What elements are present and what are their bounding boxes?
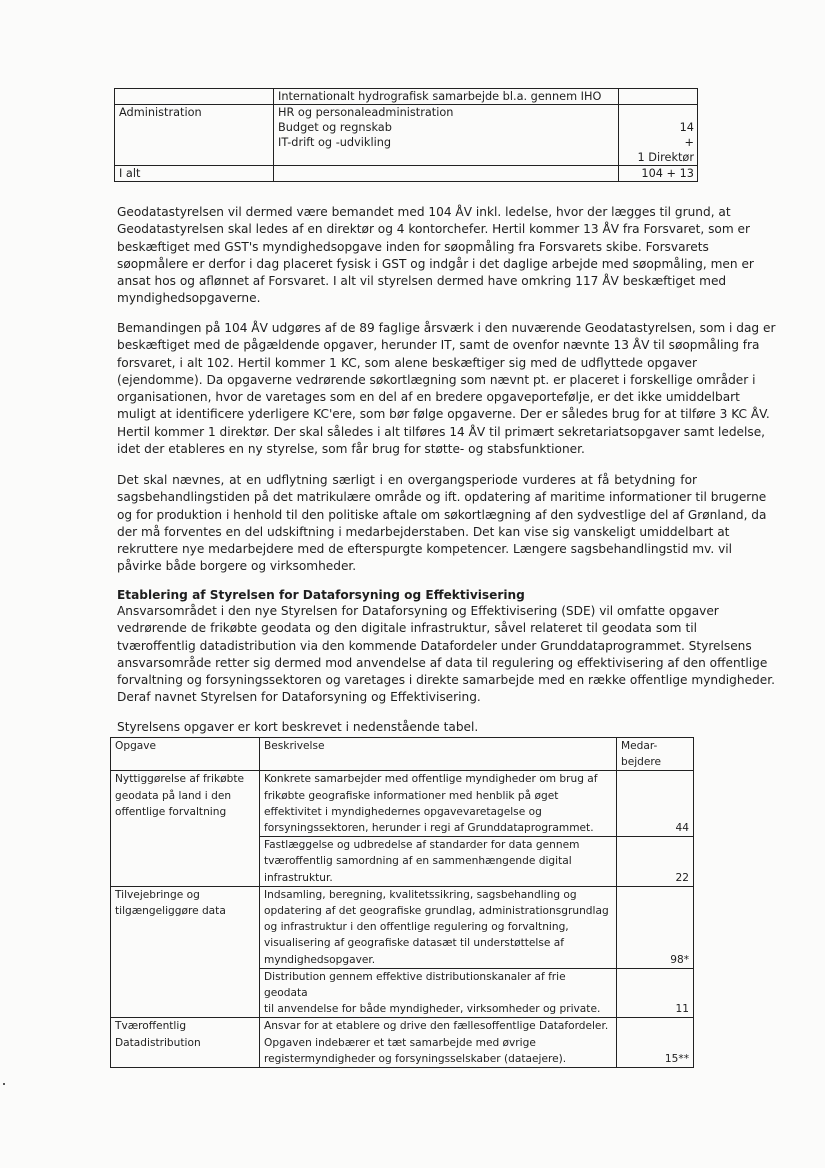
cell-line: Indsamling, beregning, kvalitetssikring, sagsbehandling og [264,888,577,901]
table-cell: 104 + 13 [619,166,698,182]
text-line: myndighedsopgaverne. [117,291,261,306]
cell-line: visualisering af geografiske datasæt til understøttelse af [264,937,564,950]
cell-line: Nyttiggørelse af frikøbte [115,773,244,786]
cell-line: Tværoffentlig [115,1020,187,1033]
table-row [111,837,694,887]
cell-line: tværoffentlig samordning af en sammenhængende digital [264,855,572,868]
text-line: sagsbehandlingstiden på det matrikulære område og ift. opdatering af maritime informationer til brugerne [117,490,767,505]
paragraph [117,204,754,308]
table-cell: Internationalt hydrografisk samarbejde bl.a. gennem IHO [274,89,619,105]
table-cell [115,89,274,105]
cell-line: Fastlæggelse og udbredelse af standarder for data gennem [264,839,580,852]
text-line: ansvarsområde retter sig dermed mod anvendelse af data til regulering og effektivisering af den offentlige [117,655,768,670]
description-cell [260,886,617,968]
scan-mark [3,1083,5,1085]
description-cell [260,968,617,1018]
task-line: Budget og regnskab [278,121,392,134]
text-line: forvaltning og forsyningssektoren og varetages i direkte samarbejde med en række offentlige myndigheder. [117,673,775,688]
cell-line: infrastruktur. [264,871,333,884]
cell-line: tilgængeliggøre data [115,905,226,918]
table-row [111,771,694,837]
column-header-description: Beskrivelse [260,738,617,771]
cell-line: myndighedsopgaver. [264,953,376,966]
table-row [111,1018,694,1068]
text-line: forsvaret, i alt 102. Hertil kommer 1 KC, som alene beskæftiger sig med de udflyttede opgaver [117,355,697,370]
cell-line: Datadistribution [115,1036,201,1049]
text-line: beskæftiget med GST's myndighedsopgave inden for søopmåling fra Forsvarets skibe. Forsvarets [117,239,709,254]
section-heading: Etablering af Styrelsen for Dataforsyning og Effektivisering [117,588,525,602]
cell-line: Opgaven indebærer et tæt samarbejde med øvrige [264,1036,536,1049]
staff-count: 14 [679,121,694,134]
text-line: Hertil kommer 1 direktør. Der skal således i alt tilføres 14 ÅV til primært sekretariatsopgaver samt ledelse, [117,424,766,439]
table-row [111,886,694,968]
table-cell [274,166,619,182]
task-line: HR og personaleadministration [278,106,454,119]
table-cell [274,105,619,166]
text-line: tværoffentlig datadistribution via den kommende Datafordeler under Grunddataprogrammet. Styrelsens [117,638,752,653]
staff-cell: 11 [617,968,694,1018]
task-cell [111,968,260,1018]
task-cell [111,771,260,837]
header-line: bejdere [621,756,662,769]
text-line: påvirke både borgere og virksomheder. [117,559,357,574]
cell-line: effektivitet i myndighedernes opgavevaretagelse og [264,805,542,818]
description-cell [260,837,617,887]
text-line: der må forventes en del udskiftning i medarbejderstaben. Det kan vise sig vanskeligt umiddelbart at [117,524,730,539]
task-line: IT-drift og -udvikling [278,136,392,149]
task-cell [111,886,260,968]
staff-cell: 98* [617,886,694,968]
table-row [111,968,694,1018]
task-cell [111,1018,260,1068]
cell-line: Ansvar for at etablere og drive den fællesoffentlige Datafordeler. [264,1020,609,1033]
description-cell [260,1018,617,1068]
staff-plus: + [684,136,694,149]
text-line: organisationen, hvor de varetages som en del af en bredere opgaveportefølje, er det ikke umiddelbart [117,390,740,405]
table-intro: Styrelsens opgaver er kort beskrevet i nedenstående tabel. [117,720,479,734]
cell-line: Distribution gennem effektive distributionskanaler af frie geodata [264,970,566,1000]
table-cell [619,105,698,166]
text-line: søopmålere er derfor i dag placeret fysisk i GST og indgår i det daglige arbejde med søopmåling, men er [117,256,754,271]
text-line: Geodatastyrelsen vil dermed være bemandet med 104 ÅV inkl. ledelse, hvor der lægges til grund, at [117,205,731,219]
cell-line: og infrastruktur i den offentlige regulering og forvaltning, [264,921,569,934]
staffing-table [114,88,698,182]
text-line: (ejendomme). Da opgaverne vedrørende søkortlægning som nævnt pt. er placeret i forskellige områder i [117,372,756,387]
header-line: Medar- [621,740,658,752]
cell-line: Konkrete samarbejder med offentlige myndigheder om brug af [264,773,598,786]
cell-line: offentlige forvaltning [115,805,227,818]
cell-line: geodata på land i den [115,789,232,802]
task-cell [111,837,260,887]
paragraph [117,472,767,576]
text-line: Ansvarsområdet i den nye Styrelsen for Dataforsyning og Effektivisering (SDE) vil omfatte opgaver [117,604,719,618]
cell-line: frikøbte geografiske informationer med henblik på øget [264,789,559,802]
paragraph [117,320,776,458]
task-table [110,737,694,1068]
table-row [115,105,698,166]
description-cell [260,771,617,837]
cell-line: forsyningssektoren, herunder i regi af Grunddataprogrammet. [264,822,594,835]
table-cell [619,89,698,105]
table-cell: Administration [115,105,274,166]
text-line: muligt at identificere yderligere KC'ere, som bør følge opgaverne. Der er således brug for at tilføre 3 KC ÅV. [117,407,770,422]
cell-line: opdatering af det geografiske grundlag, administrationsgrundlag [264,905,609,918]
column-header-staff [617,738,694,771]
cell-line: registermyndigheder og forsyningsselskaber (dataejere). [264,1052,567,1065]
table-header-row [111,738,694,771]
text-line: Bemandingen på 104 ÅV udgøres af de 89 faglige årsværk i den nuværende Geodatastyrelsen, som i dag er [117,321,776,335]
cell-line: Tilvejebringe og [115,888,200,901]
text-line: rekruttere nye medarbejdere med de efterspurgte kompetencer. Længere sagsbehandlingstid mv. vil [117,542,733,557]
text-line: Deraf navnet Styrelsen for Dataforsyning og Effektivisering. [117,690,481,705]
text-line: ansat hos og aflønnet af Forsvaret. I alt vil styrelsen dermed have omkring 117 ÅV beskæftiget med [117,274,727,289]
staff-director: 1 Direktør [637,151,694,164]
column-header-task: Opgave [111,738,260,771]
text-line: vedrørende de frikøbte geodata og den digitale infrastruktur, såvel relateret til geodata som til [117,621,697,636]
table-row [115,89,698,105]
table-row [115,166,698,182]
text-line: Det skal nævnes, at en udflytning særligt i en overgangsperiode vurderes at få betydning for [117,473,697,487]
staff-cell: 44 [617,771,694,837]
text-line: idet der etableres en ny styrelse, som får brug for støtte- og stabsfunktioner. [117,442,585,457]
text-line: Geodatastyrelsen skal ledes af en direktør og 4 kontorchefer. Hertil kommer 13 ÅV fra Forsvaret, som er [117,222,750,237]
cell-line: til anvendelse for både myndigheder, virksomheder og private. [264,1003,601,1016]
staff-cell: 22 [617,837,694,887]
staff-cell: 15** [617,1018,694,1068]
text-line: og for produktion i henhold til den politiske aftale om søkortlægning af den sydvestlige del af Grønland, da [117,507,767,522]
table-cell: I alt [115,166,274,182]
text-line: beskæftiget med de pågældende opgaver, herunder IT, samt de ovenfor nævnte 13 ÅV til søopmåling fra [117,338,760,353]
paragraph [117,603,775,707]
